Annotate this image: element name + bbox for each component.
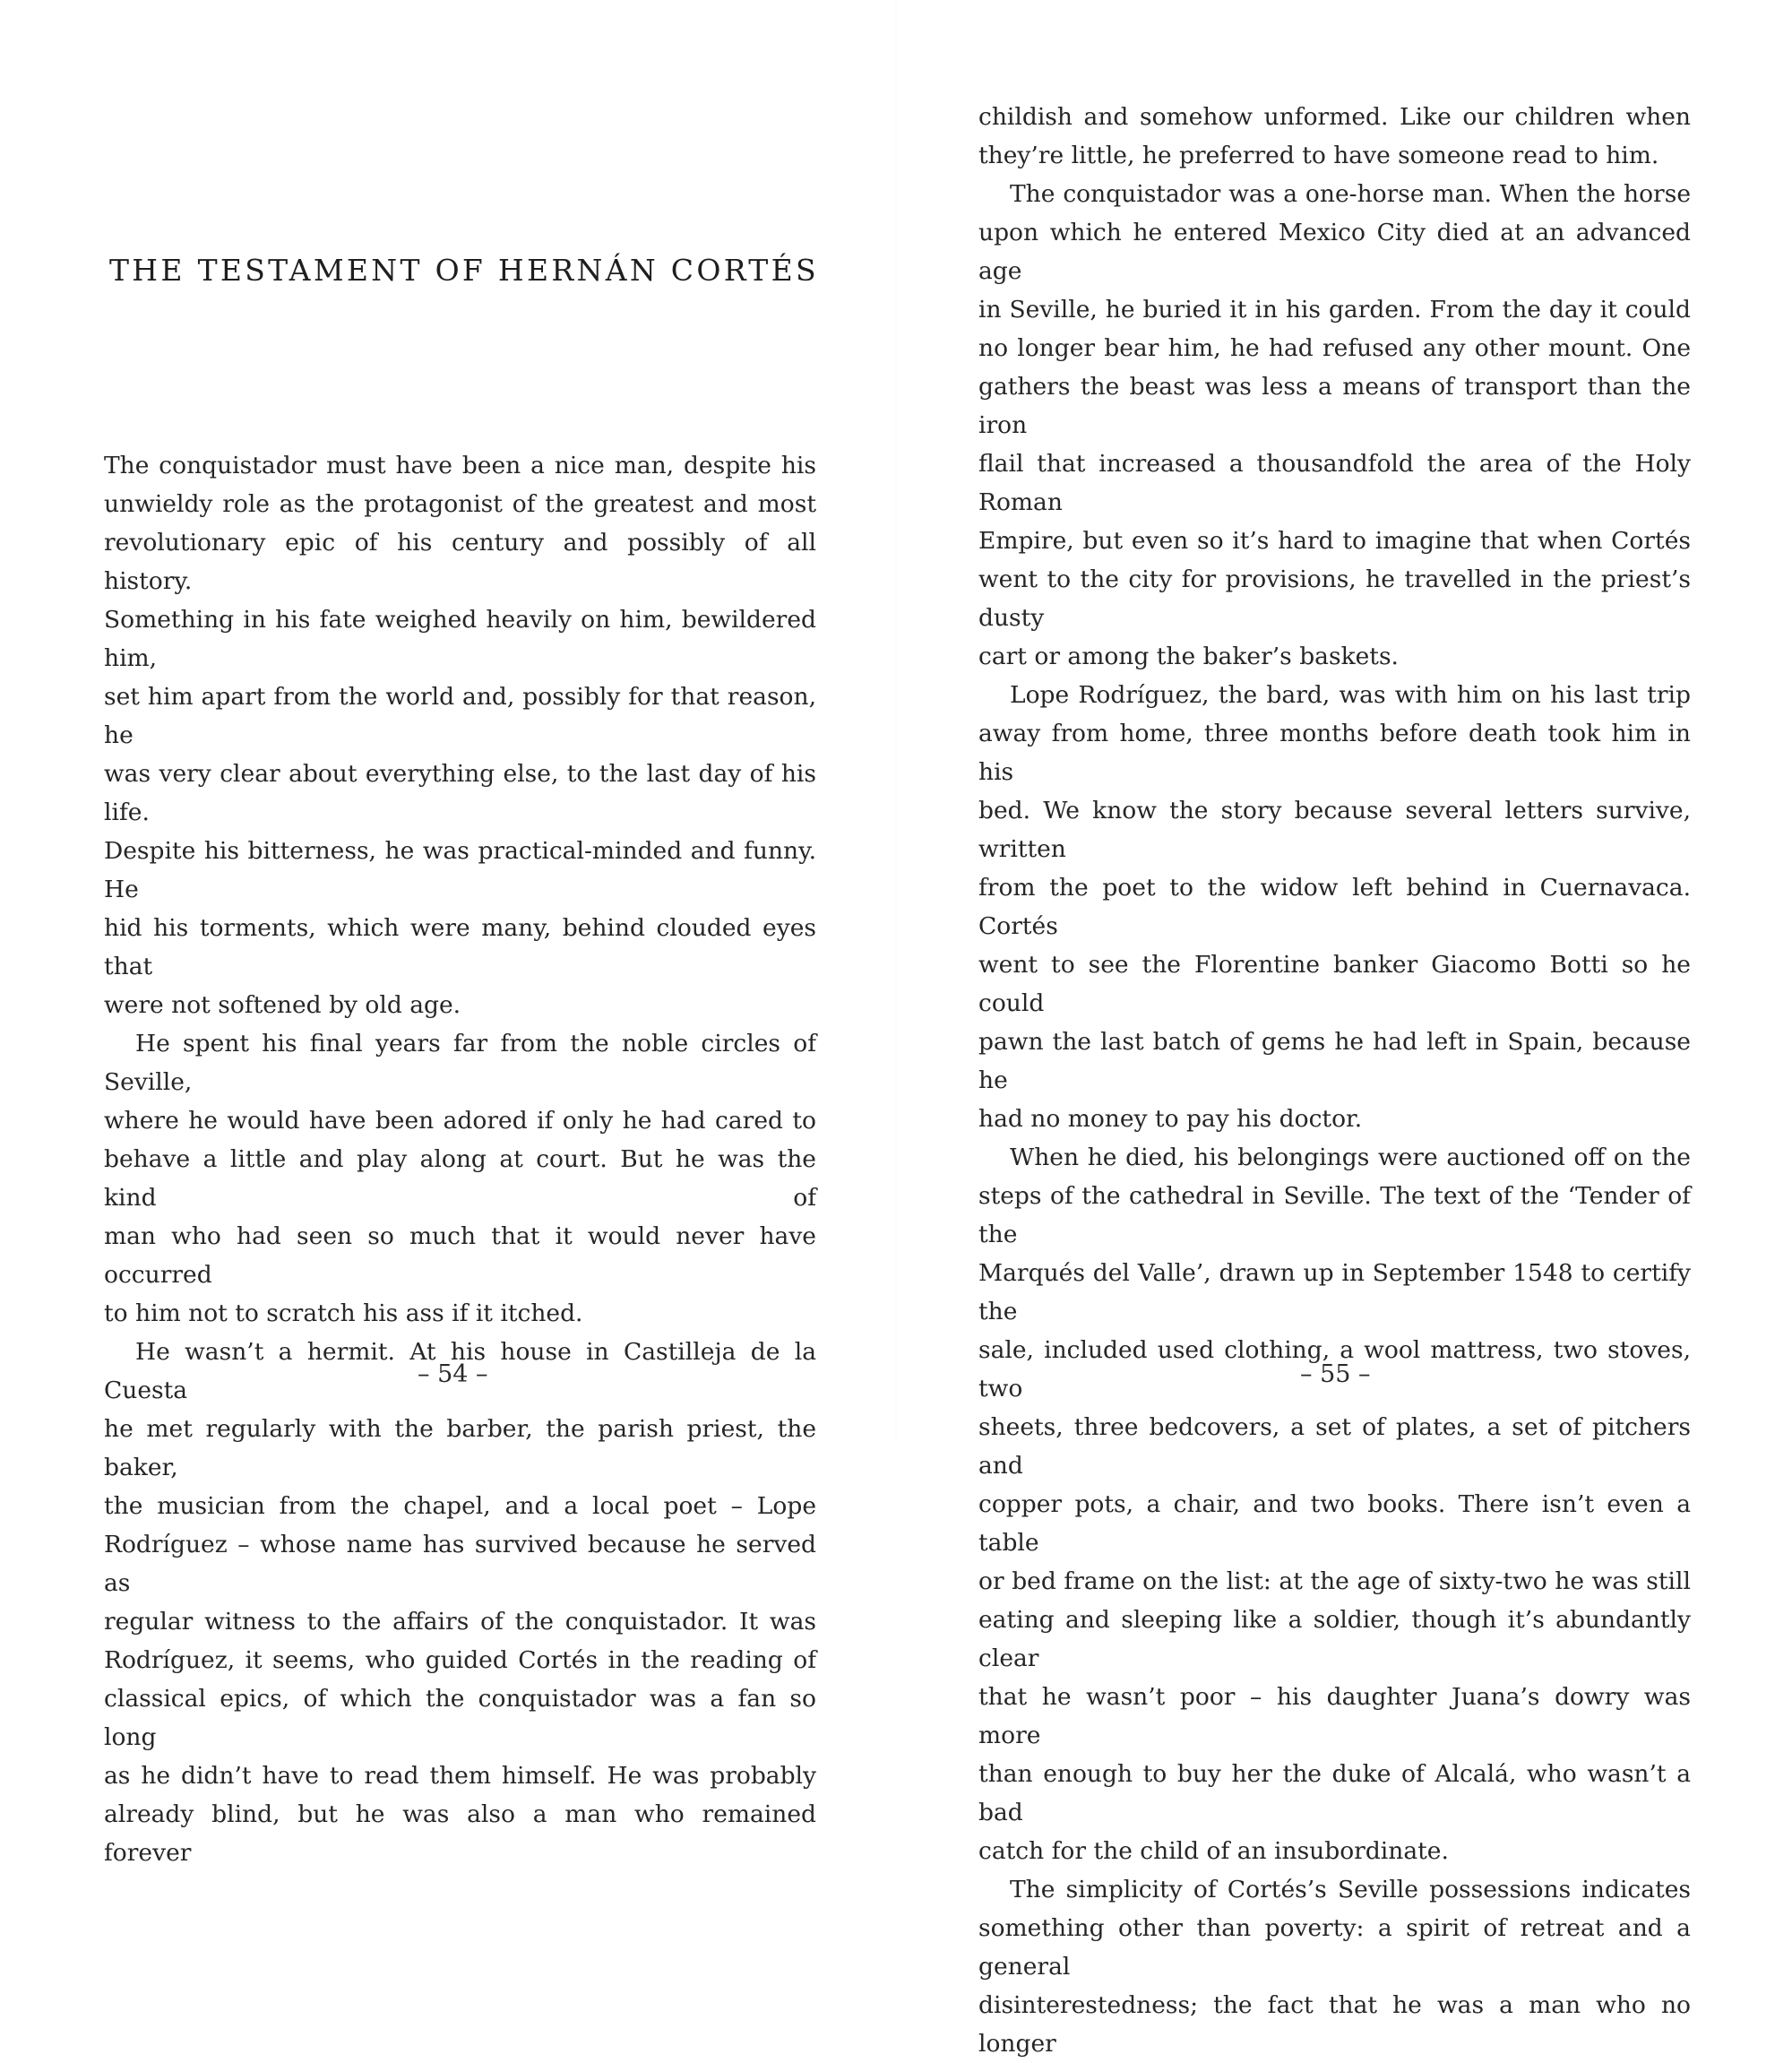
text-line: Despite his bitterness, he was practical-minded and funny. He [104, 837, 816, 903]
right-page [896, 0, 1792, 2058]
right-page-text [978, 98, 1691, 2063]
text-line: sheets, three bedcovers, a set of plates, a set of pitchers and [978, 1413, 1691, 1480]
text-line: was very clear about everything else, to the last day of his life. [104, 760, 816, 826]
text-line: gathers the beast was less a means of transport than the iron [978, 373, 1691, 439]
text-line: or bed frame on the list: at the age of sixty-two he was still [978, 1567, 1691, 1595]
text-line: disinterestedness; the fact that he was a man who no longer [978, 1991, 1691, 2058]
text-line: Rodríguez – whose name has survived because he served as [104, 1531, 816, 1597]
chapter-title: THE TESTAMENT OF HERNÁN CORTÉS [109, 253, 819, 288]
text-line: revolutionary epic of his century and possibly of all history. [104, 529, 816, 595]
text-line: in Seville, he buried it in his garden. From the day it could [978, 296, 1691, 324]
text-line: were not softened by old age. [104, 991, 461, 1019]
text-line: sale, included used clothing, a wool mattress, two stoves, two [978, 1336, 1691, 1403]
text-line: The conquistador must have been a nice man, despite his [104, 452, 816, 479]
text-line: that he wasn’t poor – his daughter Juana’s dowry was more [978, 1683, 1691, 1749]
text-line: as he didn’t have to read them himself. He was probably [104, 1762, 816, 1790]
text-line: the musician from the chapel, and a local poet – Lope [104, 1492, 816, 1520]
text-line: man who had seen so much that it would never have occurred [104, 1222, 816, 1289]
text-line: upon which he entered Mexico City died at an advanced age [978, 219, 1691, 285]
left-page-text [104, 446, 816, 1872]
text-line: bed. We know the story because several letters survive, written [978, 797, 1691, 863]
page-number-right: – 55 – [1300, 1360, 1371, 1388]
text-line: he met regularly with the barber, the parish priest, the baker, [104, 1415, 816, 1481]
text-line: Empire, but even so it’s hard to imagine that when Cortés [978, 527, 1691, 555]
text-line: classical epics, of which the conquistador was a fan so long [104, 1685, 816, 1751]
text-line: away from home, three months before death took him in his [978, 720, 1691, 786]
text-line: Rodríguez, it seems, who guided Cortés in the reading of [104, 1646, 816, 1674]
text-line: Lope Rodríguez, the bard, was with him on his last trip [1010, 681, 1691, 709]
text-line: behave a little and play along at court. But he was the kind of [104, 1145, 816, 1212]
text-line: When he died, his belongings were auctioned off on the [1010, 1144, 1691, 1171]
text-line: than enough to buy her the duke of Alcalá, who wasn’t a bad [978, 1760, 1691, 1826]
text-line: Something in his fate weighed heavily on him, bewildered him, [104, 606, 816, 672]
text-line: catch for the child of an insubordinate. [978, 1837, 1449, 1865]
text-line: cart or among the baker’s baskets. [978, 643, 1399, 670]
text-line: no longer bear him, he had refused any other mount. One [978, 334, 1691, 362]
text-line: The simplicity of Cortés’s Seville possessions indicates [1010, 1876, 1691, 1903]
text-line: eating and sleeping like a soldier, though it’s abundantly clear [978, 1606, 1691, 1672]
text-line: copper pots, a chair, and two books. There isn’t even a table [978, 1490, 1691, 1557]
text-line: flail that increased a thousandfold the area of the Holy Roman [978, 450, 1691, 516]
text-line: He spent his final years far from the noble circles of Seville, [104, 1030, 816, 1096]
page-number-left: – 54 – [418, 1360, 488, 1388]
text-line: where he would have been adored if only he had cared to [104, 1107, 816, 1135]
text-line: set him apart from the world and, possibly for that reason, he [104, 683, 816, 749]
text-line: unwieldy role as the protagonist of the greatest and most [104, 490, 816, 518]
text-line: pawn the last batch of gems he had left in Spain, because he [978, 1028, 1691, 1094]
text-line: hid his torments, which were many, behind clouded eyes that [104, 914, 816, 980]
text-line: regular witness to the affairs of the conquistador. It was [104, 1608, 816, 1636]
text-line: they’re little, he preferred to have someone read to him. [978, 142, 1659, 169]
left-page [0, 0, 896, 1867]
text-line: steps of the cathedral in Seville. The text of the ‘Tender of the [978, 1182, 1691, 1248]
text-line: went to see the Florentine banker Giacomo Botti so he could [978, 951, 1691, 1017]
text-line: already blind, but he was also a man who remained forever [104, 1800, 816, 1867]
text-line: childish and somehow unformed. Like our children when [978, 103, 1691, 131]
text-line: The conquistador was a one-horse man. When the horse [1010, 180, 1691, 208]
text-line: had no money to pay his doctor. [978, 1105, 1363, 1133]
text-line: to him not to scratch his ass if it itched. [104, 1299, 583, 1327]
text-line: from the poet to the widow left behind in Cuernavaca. Cortés [978, 874, 1691, 940]
text-line: He wasn’t a hermit. At his house in Castilleja de la Cuesta [104, 1338, 816, 1404]
text-line: went to the city for provisions, he travelled in the priest’s dusty [978, 565, 1691, 632]
text-line: something other than poverty: a spirit of retreat and a general [978, 1914, 1691, 1981]
text-line: Marqués del Valle’, drawn up in September 1548 to certify the [978, 1259, 1691, 1325]
